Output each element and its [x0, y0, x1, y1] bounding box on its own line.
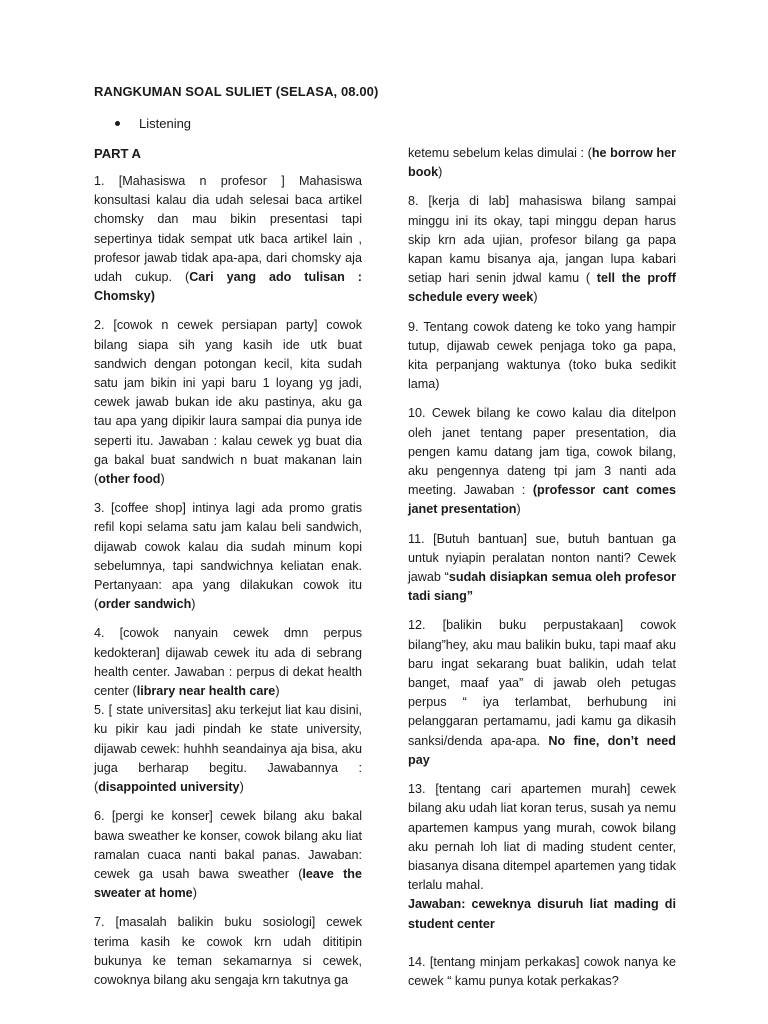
- question-7: 7. [masalah balikin buku sosiologi] cewek terima kasih ke cowok krn udah dititipin bukunya ke teman sekamarnya si cewek, cowoknya bilang aku sengaja krn takutnya ga: [94, 915, 362, 987]
- left-column: [94, 144, 362, 1000]
- question-13: 13. [tentang cari apartemen murah] cewek bilang aku udah liat koran terus, susah ya nemu apartemen kampus yang murah, cowok bilang aku pernah loh liat di mading student center, biasanya disana ditempel apartemen yang tidak terlalu mahal.: [408, 782, 676, 893]
- question-4: 4. [cowok nanyain cewek dmn perpus kedokteran] dijawab cewek itu ada di sebrang health center. Jawaban : perpus di dekat health center (library near health care): [94, 626, 362, 699]
- question-12: 12. [balikin buku perpustakaan] cowok bilang”hey, aku mau balikin buku, tapi maaf aku baru ingat sekarang buat balikin, udah telat banget, maaf yaa” di jawab oleh petugas perpus “ iya terlambat, berhubung ini pelanggaran pertamamu, jadi kamu ga dikasih sanksi/denda apa-apa. No fine, don’t need pay: [408, 618, 676, 767]
- question-9: 9. Tentang cowok dateng ke toko yang hampir tutup, dijawab cewek penjaga toko ga papa, kita perpanjang waktunya (toko buka sedikit lama): [408, 319, 676, 392]
- question-3: 3. [coffee shop] intinya lagi ada promo gratis refil kopi selama satu jam kalau beli sandwich, dijawab cowok kalau dia sudah minum kopi sebelumnya, tapi sandwichnya keliatan enak. Pertanyaan: apa yang dilakukan cowok itu (order sandwich): [94, 501, 362, 612]
- question-8: 8. [kerja di lab] mahasiswa bilang sampai minggu ini its okay, tapi minggu depan harus skip krn ada ujian, profesor bilang ga papa kapan kamu bisanya aja, jangan lupa kabari setiap hari senin jdwal kamu ( tell the proff schedule every week): [408, 194, 676, 305]
- part-title: PART A: [94, 146, 141, 161]
- question-1: 1. [Mahasiswa n profesor ] Mahasiswa konsultasi kalau dia udah selesai baca artikel chomsky dan mau bikin presentasi tapi sepertinya tidak sempat utk baca artikel lain , profesor jawab tidak apa-apa, dari chomsky aja udah cukup. (Cari yang ado tulisan : Chomsky): [94, 174, 362, 304]
- question-14: 14. [tentang minjam perkakas] cowok nanya ke cewek “ kamu punya kotak perkakas?: [408, 954, 676, 988]
- bullet-item-listening: [115, 116, 191, 131]
- question-6: 6. [pergi ke konser] cewek bilang aku bakal bawa sweather ke konser, cowok bilang aku liat ramalan cuaca nanti bakal panas. Jawaban: cewek ga usah bawa sweather (leave the sweater at home): [94, 809, 362, 901]
- question-7-continued: ketemu sebelum kelas dimulai : (he borrow her book): [408, 146, 676, 180]
- question-2: 2. [cowok n cewek persiapan party] cowok bilang siapa sih yang kasih ide utk buat sandwich dengan potongan kecil, kita sudah satu jam bikin ini yapi baru 1 loyang yg jadi, cewek jawab bukan ide aku pastinya, aku ga tau apa yang dipikir laura sampai dia punya ide seperti itu. Jawaban : kalau cewek yg buat dia ga bakal buat sandwich n buat makanan lain (other food): [94, 318, 362, 487]
- bullet-dot-icon: [115, 121, 120, 126]
- question-13-answer: Jawaban: ceweknya disuruh liat mading di student center: [408, 897, 676, 931]
- question-11: 11. [Butuh bantuan] sue, butuh bantuan ga untuk nyiapin peralatan nonton nanti? Cewek jawab “sudah disiapkan semua oleh profesor tadi siang”: [408, 531, 676, 604]
- question-10: 10. Cewek bilang ke cowo kalau dia ditelpon oleh janet tentang paper presentation, dia pengen kamu datang jam tiga, cowok bilang, aku pengennya dateng tpi jam 3 nanti ada meeting. Jawaban : (professor cant comes janet presentation): [408, 406, 677, 517]
- question-5: 5. [ state universitas] aku terkejut liat kau disini, ku pikir kau jadi pindah ke state university, dijawab cewek: huhhh seandainya aja bisa, aku juga berharap begitu. Jawabannya : (disappointed university): [94, 703, 362, 795]
- document-title: RANGKUMAN SOAL SULIET (SELASA, 08.00): [94, 84, 379, 99]
- right-column: [408, 144, 676, 1001]
- bullet-label: Listening: [139, 116, 192, 131]
